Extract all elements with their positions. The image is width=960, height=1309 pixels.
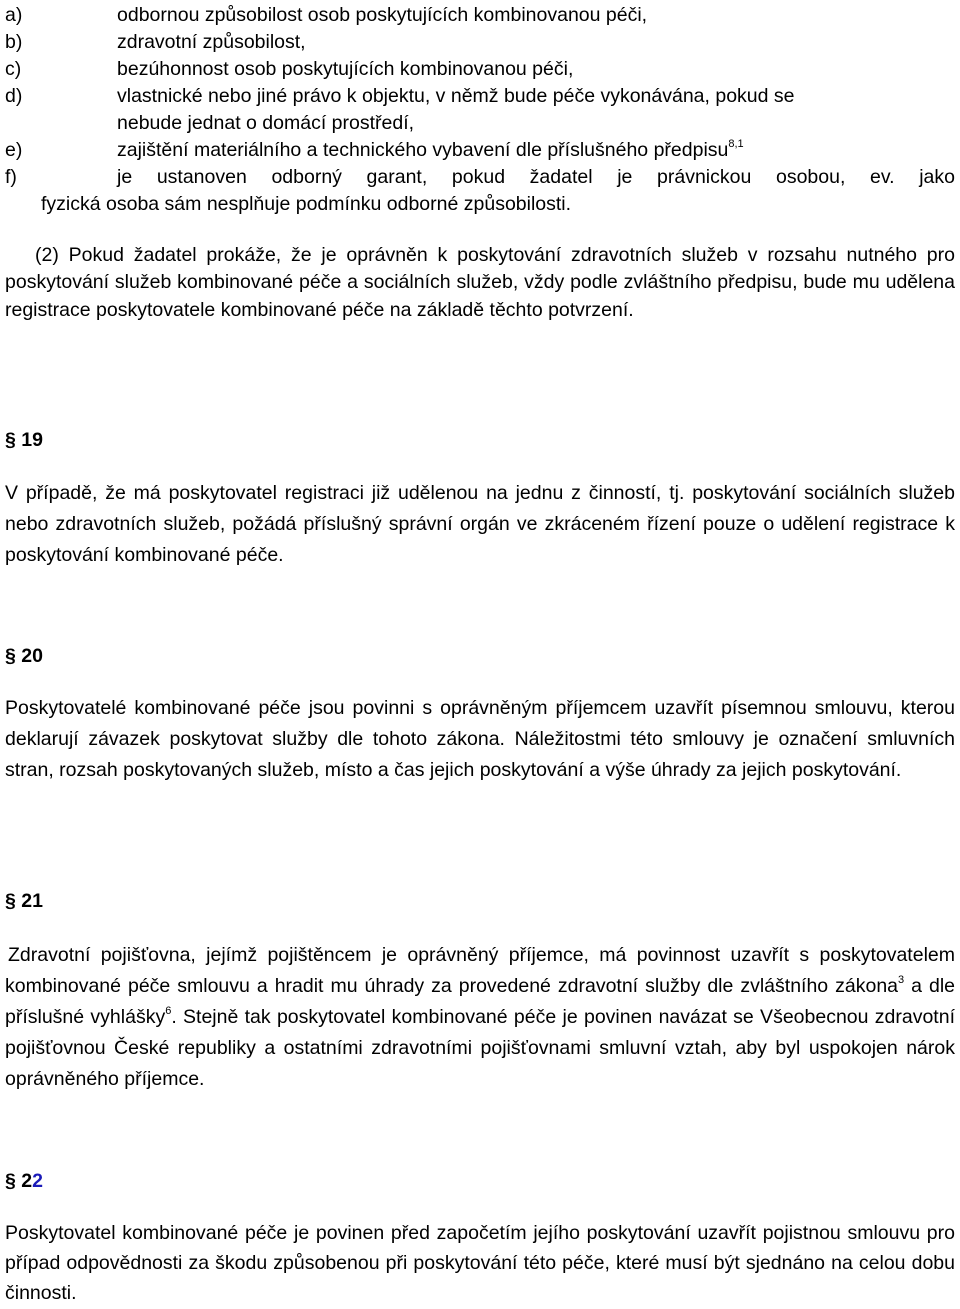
list-item	[5, 137, 955, 164]
list-marker: a)	[5, 4, 23, 26]
list-item	[5, 2, 955, 29]
section-number-prefix: 2	[21, 1170, 33, 1192]
list-item	[5, 164, 955, 218]
list-item-text: odbornou způsobilost osob poskytujících kombinovanou péči,	[117, 4, 648, 26]
list-item	[5, 29, 955, 56]
list-marker: b)	[5, 31, 23, 53]
section-heading	[5, 643, 43, 670]
footnote-ref: 3	[898, 974, 905, 986]
section-symbol: §	[5, 645, 16, 667]
footnote-ref: 6	[165, 1005, 172, 1017]
list-item-text: nebude jednat o domácí prostředí,	[117, 112, 415, 134]
list-item-text: je ustanoven odborný garant, pokud žadatel je právnickou osobou, ev. jako	[117, 166, 955, 188]
list-item-text: bezúhonnost osob poskytujících kombinovanou péči,	[117, 58, 574, 80]
section-number: 19	[21, 429, 43, 451]
section-21-text-c: . Stejně tak poskytovatel kombinované péče je povinen navázat se Všeobecnou zdravotní pojišťovnou České republiky a ostatními zdravotními pojišťovnami smluvní vztah, aby byl uspokojen nárok oprávněného příjemce.	[5, 1006, 955, 1090]
section-21-text	[5, 940, 955, 1095]
section-21-text-b: a dle příslušné vyhlášky	[5, 975, 956, 1028]
section-symbol: §	[5, 429, 16, 451]
list-marker: e)	[5, 139, 23, 161]
requirements-list	[5, 2, 955, 218]
section-22-text: Poskytovatel kombinované péče je povinen před započetím jejího poskytování uzavřít pojistnou smlouvu pro případ odpovědnosti za škodu způsobenou při poskytování této péče, které musí být sjednáno na celou dobu činnosti.	[5, 1222, 955, 1305]
footnote-ref: 8,1	[728, 138, 744, 150]
section-number: 21	[21, 890, 43, 912]
section-number: 20	[21, 645, 43, 667]
section-number-suffix: 2	[32, 1170, 43, 1192]
section-heading	[5, 888, 43, 915]
paragraph-2: (2) Pokud žadatel prokáže, že je oprávněn k poskytování zdravotních služeb v rozsahu nutného pro poskytování služeb kombinované péče a sociálních služeb, vždy podle zvláštního předpisu, bude mu udělena registrace poskytovatele kombinované péče na základě těchto potvrzení.	[5, 244, 955, 321]
list-item-text: vlastnické nebo jiné právo k objektu, v němž bude péče vykonávána, pokud se	[117, 85, 795, 107]
list-item-text: fyzická osoba sám nesplňuje podmínku odborné způsobilosti.	[41, 193, 572, 215]
section-heading	[5, 1168, 43, 1195]
list-marker: d)	[5, 85, 23, 107]
section-21-text-a: Zdravotní pojišťovna, jejímž pojištěncem je oprávněný příjemce, má povinnost uzavřít s poskytovatelem kombinované péče smlouvu a hradit mu úhrady za provedené zdravotní služby dle zvláštního zákona	[5, 944, 955, 997]
list-item	[5, 56, 955, 83]
section-heading	[5, 427, 43, 454]
list-item	[5, 83, 955, 137]
list-item-text: zdravotní způsobilost,	[117, 31, 306, 53]
section-19-text: V případě, že má poskytovatel registraci již udělenou na jednu z činností, tj. poskytování sociálních služeb nebo zdravotních služeb, požádá příslušný správní orgán ve zkráceném řízení pouze o udělení registrace k poskytování kombinované péče.	[5, 482, 955, 566]
section-20-text: Poskytovatelé kombinované péče jsou povinni s oprávněným příjemcem uzavřít písemnou smlouvu, kterou deklarují závazek poskytovat služby dle tohoto zákona. Náležitostmi této smlouvy je označení smluvních stran, rozsah poskytovaných služeb, místo a čas jejich poskytování a výše úhrady za jejich poskytování.	[5, 697, 955, 781]
list-marker: f)	[5, 166, 17, 188]
list-item-text: zajištění materiálního a technického vybavení dle příslušného předpisu	[117, 139, 729, 161]
section-symbol: §	[5, 890, 16, 912]
list-marker: c)	[5, 58, 22, 80]
section-symbol: §	[5, 1170, 16, 1192]
section-number	[21, 1170, 43, 1192]
